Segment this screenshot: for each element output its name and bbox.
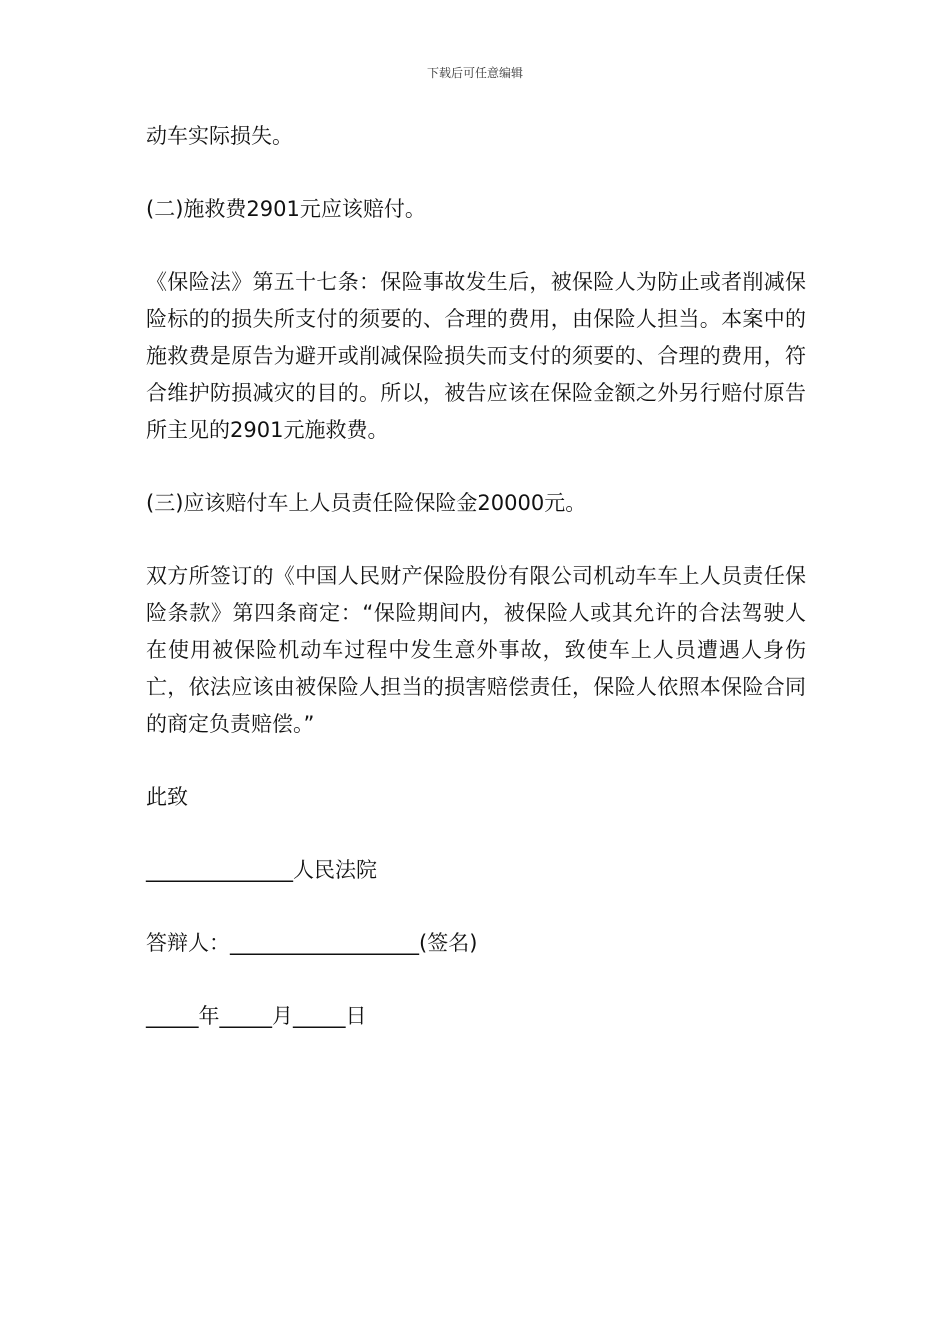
paragraph-rescue-fee-heading: (二)施救费2901元应该赔付。	[146, 197, 426, 221]
document-body	[146, 118, 806, 1035]
court-addressee: ______________人民法院	[146, 858, 377, 882]
salutation: 此致	[146, 785, 188, 809]
page-header: 下载后可任意编辑	[426, 66, 523, 80]
paragraph-passenger-liability-heading: (三)应该赔付车上人员责任险保险金20000元。	[146, 491, 587, 515]
date-line: _____年_____月_____日	[146, 1004, 367, 1028]
paragraph-loss-conclusion: 动车实际损失。	[146, 124, 293, 148]
paragraph-insurance-law-article: 《保险法》第五十七条：保险事故发生后，被保险人为防止或者削减保险标的的损失所支付的须要的、合理的费用，由保险人担当。本案中的施救费是原告为避开或削减保险损失而支付的须要的、合理的费用，符合维护防损减灾的目的。所以，被告应该在保险金额之外另行赔付原告所主见的2901元施救费。	[146, 270, 806, 442]
paragraph-policy-clause: 双方所签订的《中国人民财产保险股份有限公司机动车车上人员责任保险条款》第四条商定：“保险期间内，被保险人或其允许的合法驾驶人在使用被保险机动车过程中发生意外事故，致使车上人员遭遇人身伤亡，依法应该由被保险人担当的损害赔偿责任，保险人依照本保险合同的商定负责赔偿。”	[146, 564, 806, 736]
respondent-signature-line: 答辩人：__________________(签名)	[146, 931, 478, 955]
